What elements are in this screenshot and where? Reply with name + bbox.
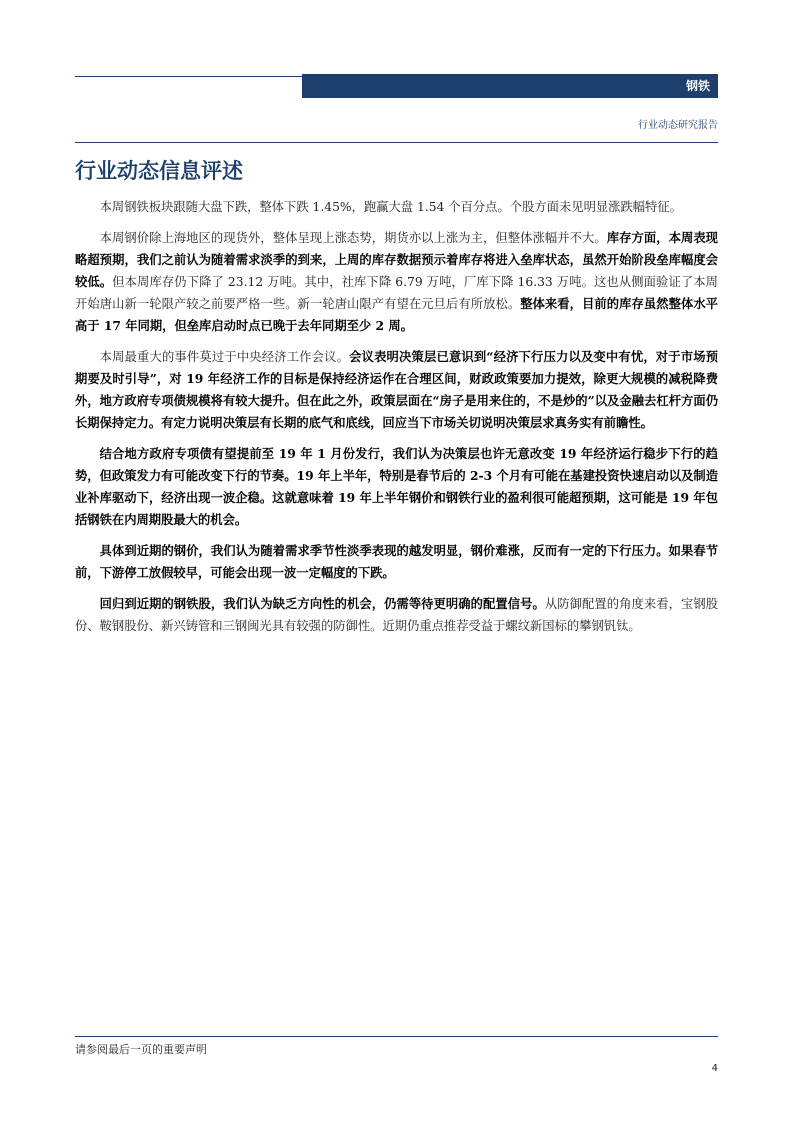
p2-text-1: 本周钢价除上海地区的现货外，整体呈现上涨态势，期货亦以上涨为主，但整体涨幅并不大。 <box>99 231 607 245</box>
section-title: 行业动态信息评述 <box>75 159 243 183</box>
paragraph-market-performance <box>75 196 718 218</box>
p3-bold-1: 会议表明决策层已意识到“经济下行压力以及变中有忧，对于市场预期要及时引导”，对 19 年经济工作的目标是保持经济运作在合理区间，财政政策要加力提效，除更大规模的减税降费外，地方政府专项债规模将有较大提升。但在此之外，政策层面在“房子是用来住的，不是炒的”以及金融去杠杆方面仍长期保持定力。有定力说明决策层有长期的底气和底线，回应当下市场关切说明决策层求真务实有前瞻性。 <box>75 349 718 430</box>
paragraph-economic-conference <box>75 346 718 434</box>
paragraph-inventory <box>75 227 718 337</box>
footer-rule <box>75 1036 718 1037</box>
p5-bold-1: 具体到近期的钢价，我们认为随着需求季节性淡季表现的越发明显，钢价难涨，反而有一定的下行压力。如果春节前，下游停工放假较早，可能会出现一波一定幅度的下跌。 <box>75 543 718 580</box>
report-type: 行业动态研究报告 <box>638 120 718 131</box>
disclaimer-note: 请参阅最后一页的重要声明 <box>75 1043 207 1056</box>
p2-bold-2: 整体来看，目前的库存虽然整体水平高于 17 年同期，但垒库启动时点已晚于去年同期至少 2 周。 <box>75 296 718 333</box>
page-number: 4 <box>711 1063 718 1074</box>
p6-bold-1: 回归到近期的钢铁股，我们认为缺乏方向性的机会，仍需等待更明确的配置信号。 <box>99 596 545 611</box>
p2-bold-1: 库存方面，本周表现略超预期，我们之前认为随着需求淡季的到来，上周的库存数据预示着库存将进入垒库状态，虽然开始阶段垒库幅度会较低。 <box>75 230 718 289</box>
header-divider <box>75 142 718 143</box>
paragraph-steel-price <box>75 540 718 584</box>
p6-text-1: 从防御配置的角度来看，宝钢股份、鞍钢股份、新兴铸管和三钢闽光具有较强的防御性。近期仍重点推荐受益于螺纹新国标的攀钢钒钛。 <box>75 597 718 633</box>
p1-text: 本周钢铁板块跟随大盘下跌，整体下跌 1.45%，跑赢大盘 1.54 个百分点。个股方面未见明显涨跌幅特征。 <box>99 200 682 214</box>
paragraph-steel-stocks <box>75 593 718 637</box>
p4-bold-1: 结合地方政府专项债有望提前至 19 年 1 月份发行，我们认为决策层也许无意改变 19 年经济运行稳步下行的趋势，但政策发力有可能改变下行的节奏。19 年上半年，特别是春节后的 2-3 个月有可能在基建投资快速启动以及制造业补库驱动下，经济出现一波企稳。这就意味着 19 年上半年钢价和钢铁行业的盈利很可能超预期，这可能是 19 年包括钢铁在内周期股最大的机会。 <box>75 446 718 527</box>
sector-label: 钢铁 <box>302 74 718 98</box>
p3-text-1: 本周最重大的事件莫过于中央经济工作会议。 <box>99 350 350 364</box>
p2-text-2: 但本周库存仍下降了 23.12 万吨。其中，社库下降 6.79 万吨，厂库下降 16.33 万吨。这也从侧面验证了本周开始唐山新一轮限产较之前要严格一些。新一轮唐山限产有望在元旦后有所放松。 <box>75 275 718 311</box>
report-body <box>75 196 718 646</box>
paragraph-special-bonds <box>75 443 718 531</box>
